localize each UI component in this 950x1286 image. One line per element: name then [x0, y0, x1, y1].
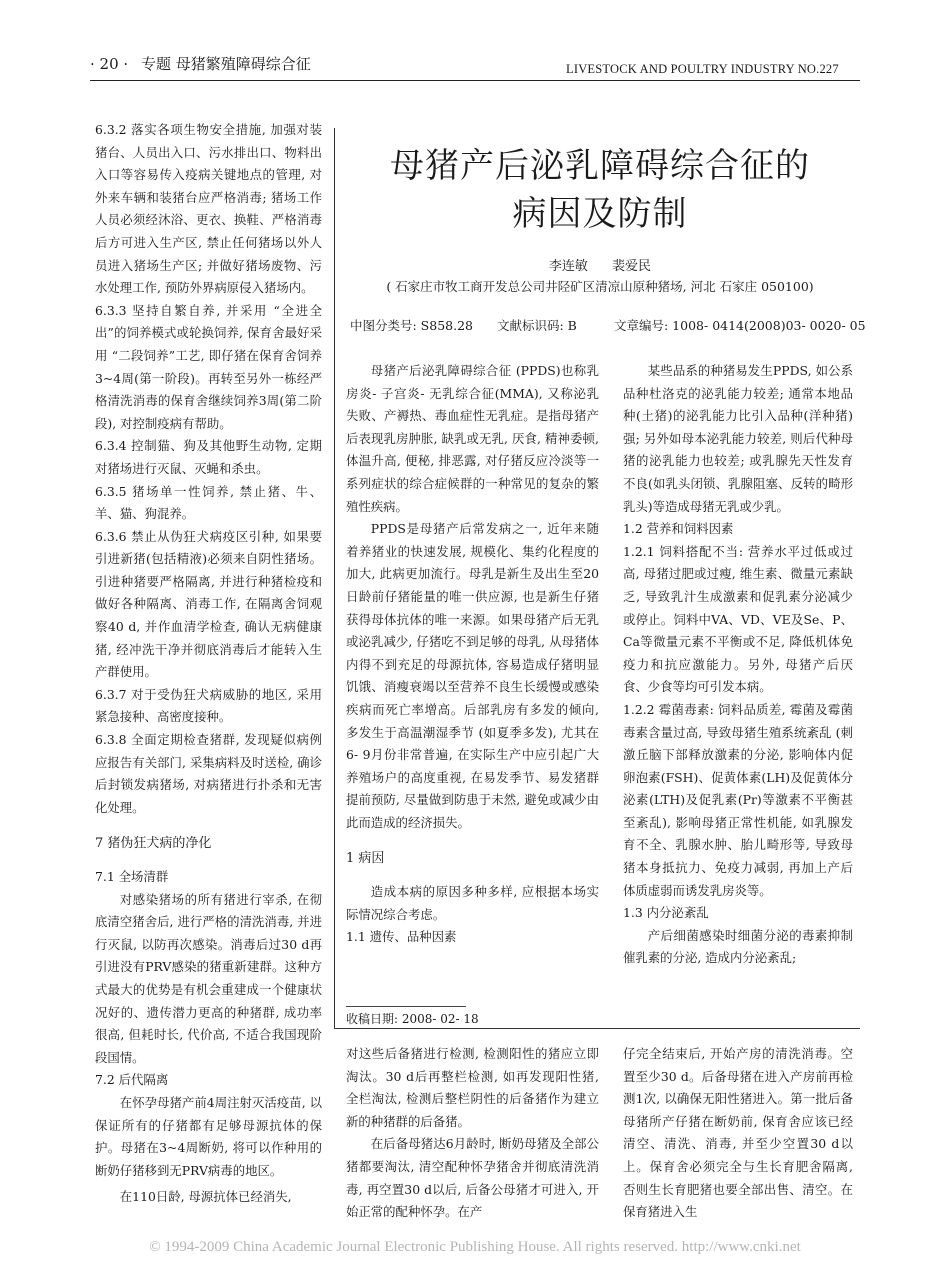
paragraph: 6.3.3 坚持自繁自养, 并采用 “全进全出”的饲养模式或轮换饲养, 保育舍最好采用 “二段饲养”工艺, 即仔猪在保育舍饲养3~4周(第一阶段)。再转至另外一栋经严格清洗消毒的保育舍继续饲养3周(第二阶段), 对控制疫病有帮助。 [95, 302, 322, 431]
article-number: 文章编号: 1008- 0414(2008)03- 0020- 05 [614, 318, 866, 333]
paragraph: 6.3.7 对于受伪狂犬病威胁的地区, 采用紧急接种、高密度接种。 [95, 686, 322, 725]
running-header-left [90, 53, 311, 74]
title-line: 病因及防制 [512, 194, 688, 234]
subsection-heading: 7.1 全场清群 [95, 869, 169, 884]
section-heading: 1 病因 [346, 851, 385, 867]
paragraph: 在后备母猪达6月龄时, 断奶母猪及全部公猪都要淘汰, 清空配种怀孕猪舍并彻底清洗消毒, 再空置30 d以后, 后备公母猪才可进入, 开始正常的配种怀孕。在产 [346, 1136, 599, 1220]
paragraph: 6.3.2 落实各项生物安全措施, 加强对装猪台、人员出入口、污水排出口、物料出入口等容易传入疫病关键地点的管理, 对外来车辆和装猪台应严格消毒; 猪场工作人员必须经沐浴、更衣、换鞋、严格消毒后方可进入生产区, 禁止任何猪场以外人员进入猪场生产区; 并做好猪场废物、污水处理工作, 预防外界病原侵入猪场内。 [95, 122, 322, 296]
received-date: 收稿日期: 2008- 02- 18 [346, 1012, 479, 1026]
paragraph: 产后细菌感染时细菌分泌的毒素抑制催乳素的分泌, 造成内分泌紊乱; [623, 927, 853, 966]
paragraph: 1.2.2 霉菌毒素: 饲料品质差, 霉菌及霉菌毒素含量过高, 导致母猪生殖系统紊乱 (刺激丘脑下部释放激素的分泌, 影响体内促卵泡素(FSH)、促黄体素(LH)及促黄体分泌素(LTH)及促乳素(Pr)等激素不平衡甚至紊乱), 影响母猪正常性机能, 如乳腺发育不全、乳腺水肿、胎儿畸形等, 导致母猪本身抵抗力、免疫力减弱, 再加上产后体质虚弱而诱发乳房炎等。 [623, 701, 853, 898]
authors: 李连敏 裴爱民 [548, 259, 652, 274]
paragraph: 1.2.1 饲料搭配不当: 营养水平过低或过高, 母猪过肥或过瘦, 维生素、微量元素缺乏, 导致乳汁生成激素和促乳素分泌减少或停止。饲料中VA、VD、VE及Se、P、Ca等微量元素不平衡或不足, 降低机体免疫力和抗应激能力。另外, 母猪产后厌食、少食等均可引发本病。 [623, 543, 853, 695]
subsection-heading: 1.1 遗传、品种因素 [346, 929, 457, 945]
section-title: 专题 母猪繁殖障碍综合征 [140, 55, 311, 73]
paragraph: 在怀孕母猪产前4周注射灭活疫苗, 以保证所有的仔猪都有足够母源抗体的保护。母猪在3~4周断奶, 将可以作种用的断奶仔猪移到无PRV病毒的地区。 [95, 1094, 322, 1178]
affiliation: ( 石家庄市牧工商开发总公司井陉矿区清凉山原种猪场, 河北 石家庄 050100) [386, 279, 814, 294]
paragraph: 6.3.6 禁止从伪狂犬病疫区引种, 如果要引进新猪(包括精液)必须来自阴性猪场。引进种猪要严格隔离, 并进行种猪检疫和做好各种隔离、消毒工作, 在隔离舍饲观察40 d, 并作血清学检查, 确认无病健康猪, 经冲洗干净并彻底消毒后才能转入生产群使用。 [95, 528, 322, 680]
paragraph: 仔完全结束后, 开始产房的清洗消毒。空置至少30 d。后备母猪在进入产房前再检测1次, 以确保无阳性猪进入。第一批后备母猪所产仔猪在断奶前, 保育舍应该已经清空、清洗、消毒, 并至少空置30 d以上。保育舍必须完全与生长育肥舍隔离, 否则生长育肥猪也要全部出售、清空。在保育猪进入生 [623, 1046, 853, 1220]
section-heading: 7 猪伪狂犬病的净化 [95, 836, 212, 852]
subsection-heading: 1.3 内分泌紊乱 [623, 905, 709, 921]
paragraph: 6.3.5 猪场单一性饲养, 禁止猪、牛、羊、猫、狗混养。 [95, 483, 322, 522]
article-column-right [623, 360, 853, 970]
subsection-heading: 7.2 后代隔离 [95, 1072, 169, 1088]
article-frame-vertical-rule [334, 128, 335, 1028]
paragraph: 6.3.8 全面定期检查猪群, 发现疑似病例应报告有关部门, 采集病料及时送检, 确诊后封锁发病猪场, 对病猪进行扑杀和无害化处理。 [95, 732, 322, 815]
classification-number: 中图分类号: S858.28 [350, 318, 473, 333]
paragraph: PPDS是母猪产后常发病之一, 近年来随着养猪业的快速发展, 规模化、集约化程度的加大, 此病更加流行。母乳是新生及出生至20日龄前仔猪能量的唯一供应源, 也是新生仔猪获得母体抗体的唯一来源。如果母猪产后无乳或泌乳减少, 仔猪吃不到足够的母乳, 从母猪体内得不到充足的母源抗体, 容易造成仔猪明显饥饿、消瘦衰竭以至营养不良生长缓慢或感染疾病而死亡率增高。后部乳房有多发的倾向, 多发生于高温潮湿季节 (如夏季多发), 尤其在6- 9月份非常普遍, 在实际生产中应引起广大养殖场户的高度重视, 在易发季节、易发猪群提前预防, 尽量做到防患于未然, 避免或减少由此而造成的经济损失。 [346, 521, 599, 830]
paragraph: 在110日龄, 母源抗体已经消失, [119, 1189, 292, 1205]
footnote-rule [346, 1006, 466, 1007]
subsection-heading: 1.2 营养和饲料因素 [623, 521, 734, 537]
bottom-column-middle [346, 1043, 599, 1224]
paragraph: 对感染猪场的所有猪进行宰杀, 在彻底清空猪舍后, 进行严格的清洗消毒, 并进行灭鼠, 以防再次感染。消毒后过30 d再引进没有PRV感染的猪重新建群。这种方式最大的优势是有机会重建成一个健康状况好的、遗传潜力更高的种猪群, 成功率很高, 但耗时长, 代价高, 不适合我国现阶段国情。 [95, 891, 322, 1065]
journal-name: LIVESTOCK AND POULTRY INDUSTRY NO.227 [566, 62, 839, 76]
paragraph: 某些品系的种猪易发生PPDS, 如公系品种杜洛克的泌乳能力较差; 通常本地品种(土猪)的泌乳能力比引入品种(洋种猪)强; 另外如母本泌乳能力较差, 则后代种母猪的泌乳能力也较差; 或乳腺先天性发育不良(如乳头闭锁、乳腺阻塞、反转的畸形乳头)等造成母猪无乳或少乳。 [623, 363, 853, 514]
left-column [95, 119, 322, 1209]
paragraph: 对这些后备猪进行检测, 检测阳性的猪应立即淘汰。30 d后再整栏检测, 如再发现阳性猪, 全栏淘汰, 检测后整栏阴性的后备猪作为建立新的种猪群的后备猪。 [346, 1046, 599, 1129]
article-column-left [346, 360, 599, 949]
copyright-footer: © 1994-2009 China Academic Journal Electronic Publishing House. All rights reserved. http://www.cnki.net [149, 1239, 801, 1255]
bottom-column-right [623, 1043, 853, 1224]
page-number: · 20 · [90, 55, 129, 73]
article-title [350, 142, 850, 238]
paragraph: 造成本病的原因多种多样, 应根据本场实际情况综合考虑。 [346, 884, 599, 922]
document-code: 文献标识码: B [497, 318, 577, 333]
title-line: 母猪产后泌乳障碍综合征的 [390, 146, 810, 186]
paragraph: 母猪产后泌乳障碍综合征 (PPDS)也称乳房炎- 子宫炎- 无乳综合征(MMA), 又称泌乳失败、产褥热、毒血症性无乳症。是指母猪产后表现乳房肿胀, 缺乳或无乳, 厌食, 精神委顿, 体温升高, 便秘, 排恶露, 对仔猪反应冷淡等一系列症状的综合症候群的一种常见的复杂的繁殖性疾病。 [346, 363, 599, 514]
header-rule [90, 80, 860, 81]
article-frame-horizontal-rule [334, 1028, 860, 1029]
paragraph: 6.3.4 控制猫、狗及其他野生动物, 定期对猪场进行灭鼠、灭蝇和杀虫。 [95, 438, 322, 476]
